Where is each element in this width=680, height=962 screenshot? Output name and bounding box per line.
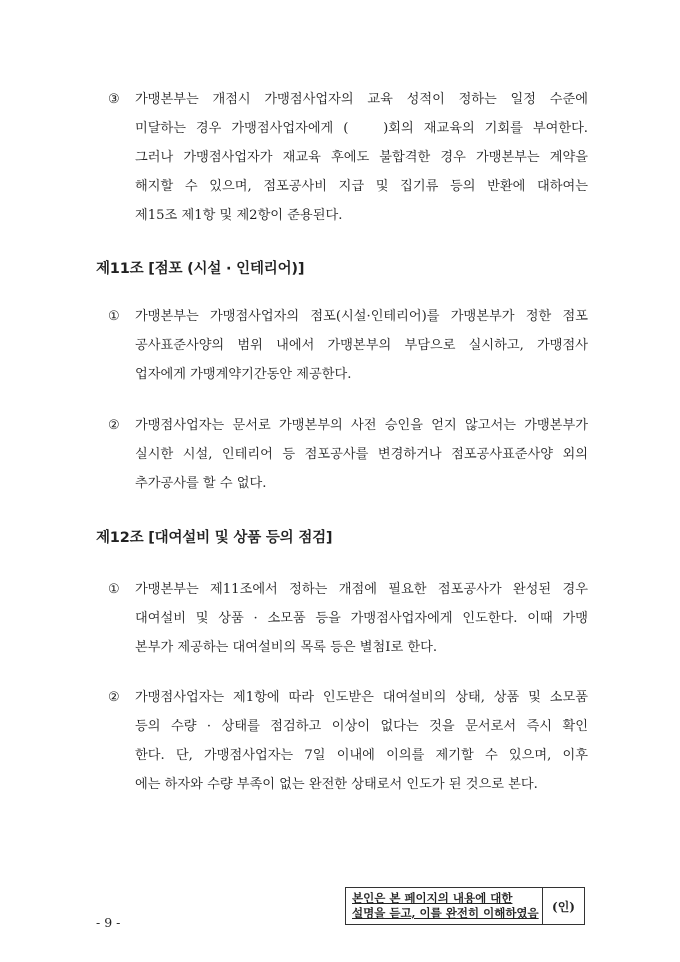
confirmation-text xyxy=(346,888,543,924)
confirmation-line-2: 설명을 듣고, 이를 완전히 이해하였음 xyxy=(352,906,539,920)
text-line: 업자에게 가맹계약기간동안 제공한다. xyxy=(135,367,352,382)
article-12-paragraph-2 xyxy=(108,683,588,799)
text-line: 추가공사를 할 수 없다. xyxy=(135,476,267,491)
text-line: 공사표준사양의 범위 내에서 가맹본부의 부담으로 실시하고, 가맹점사 xyxy=(135,338,588,353)
text-line: 가맹본부는 제11조에서 정하는 개점에 필요한 점포공사가 완성된 경우 xyxy=(135,582,588,597)
text-line: 대여설비 및 상품 · 소모품 등을 가맹점사업자에게 인도한다. 이때 가맹 xyxy=(135,611,588,626)
text-line: 등의 수량 · 상태를 점검하고 이상이 없다는 것을 문서로서 즉시 확인 xyxy=(135,719,588,734)
page-number: - 9 - xyxy=(96,915,121,930)
article-11-paragraph-2 xyxy=(108,411,588,498)
article-12-heading: 제12조 [대여설비 및 상품 등의 점검] xyxy=(96,530,333,546)
text-line: 에는 하자와 수량 부족이 없는 완전한 상태로서 인도가 된 것으로 본다. xyxy=(135,777,538,792)
article-11-heading: 제11조 [점포 (시설 · 인테리어)] xyxy=(96,261,305,277)
paragraph-marker: ② xyxy=(108,418,120,433)
text-line: 가맹본부는 개점시 가맹점사업자의 교육 성적이 정하는 일정 수준에 xyxy=(135,92,588,107)
paragraph-marker: ② xyxy=(108,690,120,705)
confirmation-line-1: 본인은 본 페이지의 내용에 대한 xyxy=(352,891,513,905)
text-line: 미달하는 경우 가맹점사업자에게 ( )회의 재교육의 기회를 부여한다. xyxy=(135,121,588,136)
text-line: 제15조 제1항 및 제2항이 준용된다. xyxy=(135,208,343,223)
article-10-paragraph-3 xyxy=(108,85,588,230)
paragraph-marker: ③ xyxy=(108,92,120,107)
article-11-paragraph-1 xyxy=(108,302,588,389)
paragraph-marker: ① xyxy=(108,582,120,597)
article-12-paragraph-1 xyxy=(108,575,588,662)
seal-field[interactable]: (인) xyxy=(552,899,575,914)
text-line: 해지할 수 있으며, 점포공사비 지급 및 집기류 등의 반환에 대하여는 xyxy=(135,179,588,194)
confirmation-box xyxy=(345,887,585,925)
text-line: 한다. 단, 가맹점사업자는 7일 이내에 이의를 제기할 수 있으며, 이후 xyxy=(135,748,588,763)
paragraph-marker: ① xyxy=(108,309,120,324)
text-line: 가맹점사업자는 문서로 가맹본부의 사전 승인을 얻지 않고서는 가맹본부가 xyxy=(135,418,588,433)
text-line: 가맹점사업자는 제1항에 따라 인도받은 대여설비의 상태, 상품 및 소모품 xyxy=(135,690,588,705)
text-line: 본부가 제공하는 대여설비의 목록 등은 별첨Ⅰ로 한다. xyxy=(135,640,438,655)
text-line: 실시한 시설, 인테리어 등 점포공사를 변경하거나 점포공사표준사양 외의 xyxy=(135,447,588,462)
text-line: 가맹본부는 가맹점사업자의 점포(시설·인테리어)를 가맹본부가 정한 점포 xyxy=(135,309,588,324)
text-line: 그러나 가맹점사업자가 재교육 후에도 불합격한 경우 가맹본부는 계약을 xyxy=(135,150,588,165)
